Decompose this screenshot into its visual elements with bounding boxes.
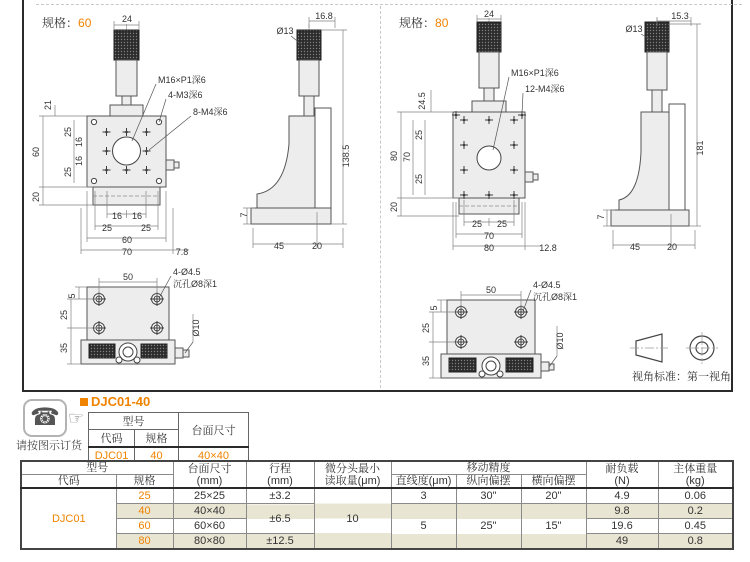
dim-label: 24.5 xyxy=(417,92,427,110)
dim-label: 25 xyxy=(140,223,152,233)
dim-label: 60 xyxy=(31,146,41,158)
spec-header-surface xyxy=(173,461,246,488)
spec-25-stroke: ±3.2 xyxy=(246,488,314,504)
dim-label: 25 xyxy=(414,129,424,141)
dim-label: 12.8 xyxy=(539,243,557,253)
dim-label: 24 xyxy=(121,14,133,24)
order-header-code: 代码 xyxy=(89,430,135,448)
dim-label: 5 xyxy=(67,293,77,299)
phone-icon: ☎ xyxy=(30,404,60,431)
spec-25-weight: 0.06 xyxy=(658,488,733,504)
panel-60-title-label: 规格： xyxy=(42,16,79,30)
dim-label: 4-Ø4.5 xyxy=(173,267,201,277)
dim-label: 50 xyxy=(122,272,134,282)
dim-label: M16×P1深6 xyxy=(511,68,559,78)
top-dashed-rule xyxy=(36,4,742,5)
spec-40-spec: 40 xyxy=(116,504,173,519)
dim-label: 16 xyxy=(111,211,123,221)
dim-label: 8-M4深6 xyxy=(193,107,228,117)
drawing-spec-60 xyxy=(27,8,379,390)
spec-header-micro-line1: 微分头最小 xyxy=(325,462,380,475)
spec-header-accuracy: 移动精度 xyxy=(391,461,586,475)
dim-label: 45 xyxy=(629,242,641,252)
spec-header-weight-line1: 主体重量 xyxy=(673,462,718,475)
spec-header-code: 代码 xyxy=(21,475,116,489)
spec-header-surface-line2: (mm) xyxy=(196,474,223,487)
spec-header-micro-line2: 读取量(μm) xyxy=(324,474,381,487)
dim-label: 20 xyxy=(389,201,399,213)
panel-80-title-label: 规格： xyxy=(399,16,436,30)
dim-label: 7 xyxy=(239,212,249,218)
first-angle-symbol-circle xyxy=(686,332,718,364)
spec-40-surface: 40×40 xyxy=(173,504,246,519)
spec-header-micro xyxy=(314,461,391,488)
drawing-section-bottom-border xyxy=(22,390,733,392)
spec-60-load: 19.6 xyxy=(586,519,658,534)
dim-label: 35 xyxy=(421,355,431,367)
dim-label: 24 xyxy=(483,9,495,19)
dim-label: 5 xyxy=(429,305,439,311)
spec-80-spec: 80 xyxy=(116,534,173,550)
dim-label: 181 xyxy=(695,140,705,156)
spec-40-load: 9.8 xyxy=(586,504,658,519)
spec-header-weight xyxy=(658,461,733,488)
dim-label: 25 xyxy=(63,126,73,138)
spec-yaw-merged-cell: 15" xyxy=(521,504,586,550)
dim-label: 25 xyxy=(421,322,431,334)
dim-label: 7.8 xyxy=(175,247,189,257)
dim-label: Ø13 xyxy=(276,26,294,36)
dim-label: Ø13 xyxy=(625,24,643,34)
view-standard-label: 视角标准： xyxy=(632,371,687,383)
dim-label: 138.5 xyxy=(341,144,351,168)
dim-label: 16.8 xyxy=(315,11,333,21)
pointing-hand-icon: ☞ xyxy=(68,408,85,428)
spec-table xyxy=(20,460,734,550)
spec-25-spec: 25 xyxy=(116,488,173,504)
order-value-code: DJC01 xyxy=(89,447,135,464)
dim-label: 70 xyxy=(483,231,495,241)
dim-label: 16 xyxy=(131,211,143,221)
dim-label: 16 xyxy=(74,155,84,167)
order-title-text: DJC01-40 xyxy=(91,394,151,409)
spec-code-cell: DJC01 xyxy=(21,488,116,549)
dim-label: 25 xyxy=(59,309,69,321)
dim-label: 4-Ø4.5 xyxy=(533,280,561,290)
dim-label: 沉孔Ø8深1 xyxy=(533,292,578,302)
view-standard-note xyxy=(632,368,731,384)
order-table-header-row-1 xyxy=(89,413,249,430)
dim-label: 25 xyxy=(414,173,424,185)
order-note: 请按图示订货 xyxy=(16,440,82,452)
dim-label: 70 xyxy=(121,247,133,257)
spec-25-straightness: 3 xyxy=(391,488,456,504)
spec-header-stroke xyxy=(246,461,314,488)
panel-divider-dashed xyxy=(380,6,381,388)
dim-label: 4-M3深6 xyxy=(168,90,203,100)
panel-60-title-value: 60 xyxy=(78,16,92,30)
order-value-surface: 40×40 xyxy=(179,447,249,464)
spec-60-spec: 60 xyxy=(116,519,173,534)
dim-label: 25 xyxy=(101,223,113,233)
orange-square-bullet xyxy=(80,398,88,406)
spec-micro-cell: 10 xyxy=(314,488,391,549)
dim-label: 80 xyxy=(483,243,495,253)
spec-80-weight: 0.8 xyxy=(658,534,733,550)
spec-header-load-line1: 耐负载 xyxy=(605,462,639,475)
dim-label: 沉孔Ø8深1 xyxy=(173,279,218,289)
spec-25-load: 4.9 xyxy=(586,488,658,504)
spec-header-surface-line1: 台面尺寸 xyxy=(187,462,232,475)
dim-label: 80 xyxy=(389,150,399,162)
dim-label: 45 xyxy=(273,241,285,251)
spec-25-pitch: 30" xyxy=(456,488,521,504)
spec-straightness-merged-cell: 5 xyxy=(391,504,456,550)
spec-row-25 xyxy=(21,488,733,504)
order-table xyxy=(88,412,249,464)
dim-label: 20 xyxy=(311,241,323,251)
dim-label: 16 xyxy=(74,136,84,148)
spec-80-surface: 80×80 xyxy=(173,534,246,550)
dim-label: M16×P1深6 xyxy=(158,75,206,85)
dim-label: 20 xyxy=(31,191,41,203)
spec-40-weight: 0.2 xyxy=(658,504,733,519)
spec-header-load-line2: (N) xyxy=(614,474,630,487)
spec-80-stroke: ±12.5 xyxy=(246,534,314,550)
spec-header-pitch: 纵向偏摆 xyxy=(456,475,521,489)
spec-80-load: 49 xyxy=(586,534,658,550)
dim-label: 21 xyxy=(43,99,53,111)
spec-60-surface: 60×60 xyxy=(173,519,246,534)
spec-header-model: 型号 xyxy=(21,461,173,475)
order-value-spec: 40 xyxy=(135,447,179,464)
spec-60-weight: 0.45 xyxy=(658,519,733,534)
spec-pitch-merged-cell: 25" xyxy=(456,504,521,550)
spec-header-weight-line2: (kg) xyxy=(685,474,705,487)
dim-label: Ø10 xyxy=(191,319,201,337)
dim-label: Ø10 xyxy=(555,332,565,350)
order-title xyxy=(80,394,150,409)
spec-header-straightness: 直线度(μm) xyxy=(391,475,456,489)
spec-25-yaw: 20" xyxy=(521,488,586,504)
spec-header-stroke-line2: (mm) xyxy=(267,474,293,487)
page-left-border xyxy=(22,0,24,392)
dim-label: 50 xyxy=(485,285,497,295)
first-angle-projection-symbols xyxy=(628,332,732,364)
spec-25-surface: 25×25 xyxy=(173,488,246,504)
spec-header-yaw: 横向偏摆 xyxy=(521,475,586,489)
phone-order-box xyxy=(23,399,67,437)
dim-label: 15.3 xyxy=(671,11,689,21)
panel-80-title-value: 80 xyxy=(435,16,449,30)
order-header-surface: 台面尺寸 xyxy=(179,413,249,448)
spec-stroke-40-60-cell: ±6.5 xyxy=(246,504,314,534)
dim-label: 25 xyxy=(63,166,73,178)
spec-header-spec: 规格 xyxy=(116,475,173,489)
order-header-spec: 规格 xyxy=(135,430,179,448)
spec-header-row-1 xyxy=(21,461,733,475)
dim-label: 12-M4深6 xyxy=(525,84,565,94)
spec-header-stroke-line1: 行程 xyxy=(269,462,291,475)
dim-label: 35 xyxy=(59,342,69,354)
order-header-model: 型号 xyxy=(89,413,179,430)
dim-label: 25 xyxy=(471,219,483,229)
dim-label: 20 xyxy=(666,242,678,252)
dim-label: 25 xyxy=(496,219,508,229)
dim-label: 70 xyxy=(402,151,412,163)
dim-label: 7 xyxy=(596,214,606,220)
view-standard-value: 第一视角 xyxy=(687,371,731,383)
dim-label: 60 xyxy=(121,235,133,245)
spec-header-load xyxy=(586,461,658,488)
